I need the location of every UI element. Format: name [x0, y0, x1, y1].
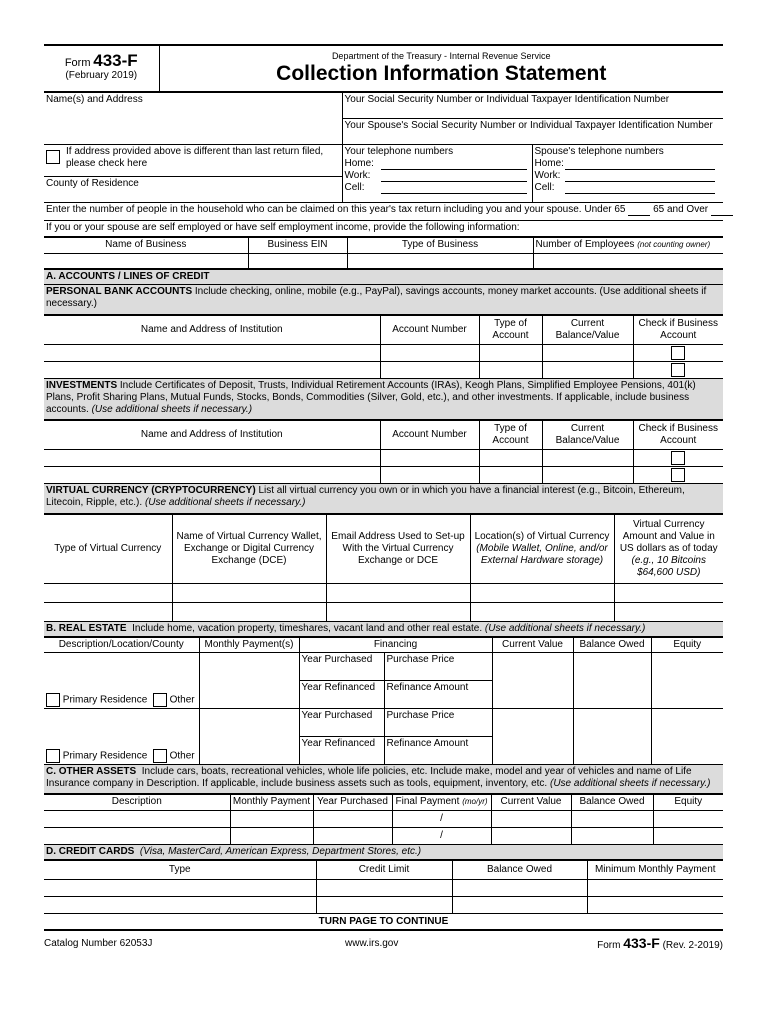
- vc-col-location-note: (Mobile Wallet, Online, and/or External Hardware storage): [476, 542, 608, 566]
- oa-col-owed-label: Balance Owed: [579, 796, 645, 807]
- inv-col-account-label: Account Number: [392, 428, 467, 440]
- inv-type-input[interactable]: [479, 449, 542, 466]
- bank-col-type: [479, 315, 542, 344]
- bank-name-input[interactable]: [44, 361, 380, 378]
- footer-form-id: [597, 935, 723, 951]
- oa-col-owed: [571, 794, 653, 810]
- address-change-row: [44, 145, 342, 177]
- address-change-label: If address provided above is different than last return filed, please check here: [66, 145, 324, 169]
- section-a-title: A. ACCOUNTS / LINES OF CREDIT: [46, 270, 210, 282]
- bank-col-name-label: Name and Address of Institution: [140, 323, 283, 335]
- oa-monthly-input[interactable]: [230, 827, 313, 844]
- inv-name-input[interactable]: [44, 466, 380, 483]
- year-refinanced-label: Year Refinanced: [301, 737, 376, 749]
- re-value-input[interactable]: [492, 652, 573, 708]
- year-purchased-label: Year Purchased: [301, 709, 373, 721]
- bank-account-input[interactable]: [380, 361, 479, 378]
- spouse-ssn-field[interactable]: [342, 118, 723, 144]
- other-property-checkbox[interactable]: [153, 749, 167, 763]
- bank-col-balance: [542, 315, 633, 344]
- real-estate-desc: Include home, vacation property, timeshares, vacant land and other real estate.: [132, 622, 483, 634]
- form-header: [44, 44, 723, 92]
- date-separator: /: [440, 812, 443, 824]
- vc-col-amount-note: (e.g., 10 Bitcoins $64,600 USD): [631, 554, 706, 578]
- bank-balance-input[interactable]: [542, 344, 633, 361]
- inv-type-input[interactable]: [479, 466, 542, 483]
- date-separator: /: [440, 829, 443, 841]
- bank-type-input[interactable]: [479, 344, 542, 361]
- refinance-amount-field[interactable]: [384, 736, 492, 764]
- oa-value-input[interactable]: [491, 810, 571, 827]
- vc-col-type: [44, 514, 172, 583]
- oa-col-year: [313, 794, 392, 810]
- oa-col-desc: [44, 794, 230, 810]
- virtual-currency-table: [44, 514, 723, 622]
- form-label: Form: [64, 56, 91, 69]
- primary-residence-checkbox[interactable]: [46, 693, 60, 707]
- vc-col-type-label: Type of Virtual Currency: [54, 542, 162, 554]
- business-type-header: [347, 237, 533, 253]
- bank-accounts-desc: Include checking, online, mobile (e.g., PayPal), savings accounts, money market accounts. (Use additional sheets if necessary.): [46, 285, 707, 309]
- inv-business-cell: [633, 466, 723, 483]
- catalog-number: Catalog Number 62053J: [44, 937, 153, 949]
- inv-col-account: [380, 420, 479, 449]
- inv-col-name-label: Name and Address of Institution: [140, 428, 283, 440]
- cell-phone-input[interactable]: [381, 193, 527, 194]
- form-date: (February 2019): [65, 69, 138, 81]
- re-equity-input[interactable]: [651, 708, 723, 764]
- inv-account-input[interactable]: [380, 466, 479, 483]
- business-account-checkbox[interactable]: [671, 363, 685, 377]
- primary-residence-label: Primary Residence: [62, 694, 148, 706]
- oa-year-input[interactable]: [313, 827, 392, 844]
- re-desc-input[interactable]: [44, 708, 199, 764]
- form-id-box: [44, 45, 159, 91]
- virtual-currency-desc: List all virtual currency you own or in which you have a financial interest (e.g., Bitcoin, Ethereum, Litecoin, Ripple, etc.).: [46, 484, 685, 508]
- business-account-checkbox[interactable]: [671, 468, 685, 482]
- cell-label: Cell:: [344, 181, 365, 193]
- inv-col-type: [479, 420, 542, 449]
- business-type-input[interactable]: [347, 253, 533, 268]
- vc-col-amount-label: Virtual Currency Amount and Value in US dollars as of today: [619, 518, 718, 554]
- bank-business-cell: [633, 344, 723, 361]
- over65-input[interactable]: [711, 215, 733, 216]
- page-footer: [44, 931, 723, 953]
- investments-title: INVESTMENTS: [46, 379, 118, 391]
- investments-table: [44, 420, 723, 484]
- cc-limit-input[interactable]: [316, 879, 452, 896]
- investments-note: (Use additional sheets if necessary.): [91, 403, 253, 415]
- ssn-label: Your Social Security Number or Individual Taxpayer Identification Number: [344, 93, 670, 105]
- inv-col-type-label: Type of Account: [492, 422, 529, 446]
- oa-col-final-label: Final Payment: [395, 796, 460, 807]
- self-employed-row: [44, 220, 723, 236]
- county-field[interactable]: [44, 177, 342, 191]
- oa-desc-input[interactable]: [44, 827, 230, 844]
- real-estate-table: [44, 637, 723, 765]
- vc-wallet-input[interactable]: [172, 602, 326, 621]
- cc-col-type-label: Type: [168, 863, 191, 875]
- business-name-header: [44, 237, 248, 253]
- re-col-desc-label: Description/Location/County: [58, 638, 184, 650]
- table-row: [44, 449, 723, 466]
- re-col-equity-label: Equity: [673, 638, 702, 650]
- table-row: [44, 466, 723, 483]
- employees-input[interactable]: [533, 253, 723, 268]
- real-estate-title: B. REAL ESTATE: [46, 622, 127, 634]
- website: www.irs.gov: [345, 937, 399, 949]
- oa-col-final-note: (mo/yr): [462, 797, 488, 806]
- cc-col-limit-label: Credit Limit: [358, 863, 410, 875]
- oa-col-equity: [653, 794, 723, 810]
- other-property-label: Other: [169, 750, 195, 762]
- bank-accounts-header: [44, 285, 723, 315]
- department: Department of the Treasury - Internal Revenue Service: [331, 51, 551, 62]
- household-row: [44, 202, 723, 220]
- oa-col-value-label: Current Value: [500, 796, 562, 807]
- oa-desc-input[interactable]: [44, 810, 230, 827]
- names-address-field[interactable]: [44, 92, 342, 144]
- spouse-phones-label: Spouse's telephone numbers: [534, 145, 664, 157]
- table-row: [44, 344, 723, 361]
- other-assets-table: [44, 794, 723, 845]
- inv-account-input[interactable]: [380, 449, 479, 466]
- spouse-home-label: Home:: [534, 157, 564, 169]
- oa-col-monthly: [230, 794, 313, 810]
- table-row: [44, 810, 723, 827]
- turn-page-note: [44, 914, 723, 931]
- inv-name-input[interactable]: [44, 449, 380, 466]
- under65-input[interactable]: [628, 215, 650, 216]
- year-purchased-field[interactable]: [299, 652, 384, 680]
- cc-col-owed: [452, 860, 587, 879]
- oa-col-monthly-label: Monthly Payment: [232, 796, 311, 807]
- business-type-label: Type of Business: [401, 239, 479, 250]
- over65-label: 65 and Over: [653, 203, 709, 215]
- table-row: [44, 583, 723, 602]
- cc-limit-input[interactable]: [316, 896, 452, 913]
- oa-owed-input[interactable]: [571, 810, 653, 827]
- county-label: County of Residence: [46, 177, 139, 189]
- ssn-field[interactable]: [342, 92, 723, 118]
- vc-wallet-input[interactable]: [172, 583, 326, 602]
- re-value-input[interactable]: [492, 708, 573, 764]
- home-label: Home:: [344, 157, 374, 169]
- re-col-financing: [299, 637, 492, 652]
- vc-col-location-label: Location(s) of Virtual Currency: [474, 530, 610, 542]
- table-row: [44, 896, 723, 913]
- cc-min-input[interactable]: [587, 896, 723, 913]
- virtual-currency-title: VIRTUAL CURRENCY (CRYPTOCURRENCY): [46, 484, 256, 496]
- spouse-phones: [532, 144, 723, 202]
- oa-equity-input[interactable]: [653, 810, 723, 827]
- inv-col-check: [633, 420, 723, 449]
- bank-name-input[interactable]: [44, 344, 380, 361]
- inv-balance-input[interactable]: [542, 449, 633, 466]
- employees-note: (not counting owner): [637, 240, 711, 249]
- vc-amount-input[interactable]: [614, 583, 723, 602]
- your-phones: [342, 144, 532, 202]
- year-purchased-field[interactable]: [299, 708, 384, 736]
- self-employed-label: If you or your spouse are self employed or have self employment income, provide the following information:: [46, 221, 520, 233]
- inv-col-check-label: Check if Business Account: [638, 422, 718, 446]
- cc-col-min: [587, 860, 723, 879]
- business-ein-input[interactable]: [248, 253, 347, 268]
- footer-form-label: Form: [597, 939, 621, 951]
- cc-min-input[interactable]: [587, 879, 723, 896]
- vc-col-wallet: [172, 514, 326, 583]
- other-property-label: Other: [169, 694, 195, 706]
- re-col-value-label: Current Value: [502, 638, 563, 650]
- business-ein-label: Business EIN: [267, 239, 328, 250]
- household-label: Enter the number of people in the household who can be claimed on this year's tax return including you and your spouse.: [46, 203, 582, 215]
- virtual-currency-note: (Use additional sheets if necessary.): [144, 496, 306, 508]
- purchase-price-field[interactable]: [384, 708, 492, 736]
- oa-owed-input[interactable]: [571, 827, 653, 844]
- investments-desc: Include Certificates of Deposit, Trusts, Individual Retirement Accounts (IRAs), Keogh Plans, Simplified Employee Pensions, 401(k) Plans, Profit Sharing Plans, Mutual Funds, Stocks, Bonds, Commodities (Silver, Gold, etc.), and other investments. If applicable, include business accounts.: [46, 379, 696, 415]
- vc-location-input[interactable]: [470, 602, 614, 621]
- table-row: [44, 827, 723, 844]
- bank-account-input[interactable]: [380, 344, 479, 361]
- year-refinanced-field[interactable]: [299, 736, 384, 764]
- other-assets-title: C. OTHER ASSETS: [46, 765, 137, 777]
- oa-equity-input[interactable]: [653, 827, 723, 844]
- bank-col-check: [633, 315, 723, 344]
- re-owed-input[interactable]: [573, 652, 651, 708]
- vc-col-location: [470, 514, 614, 583]
- vc-location-input[interactable]: [470, 583, 614, 602]
- oa-col-year-label: Year Purchased: [317, 796, 388, 807]
- cc-col-min-label: Minimum Monthly Payment: [594, 863, 716, 875]
- purchase-price-field[interactable]: [384, 652, 492, 680]
- turn-page-label: TURN PAGE TO CONTINUE: [318, 915, 449, 927]
- bank-col-balance-label: Current Balance/Value: [555, 317, 620, 341]
- form-number: 433-F: [93, 50, 138, 70]
- purchase-price-label: Purchase Price: [386, 653, 455, 665]
- re-col-value: [492, 637, 573, 652]
- bank-type-input[interactable]: [479, 361, 542, 378]
- under65-label: Under 65: [584, 203, 626, 215]
- oa-col-equity-label: Equity: [674, 796, 703, 807]
- title-box: [159, 45, 723, 91]
- employees-label: Number of Employees: [535, 239, 635, 250]
- cc-type-input[interactable]: [44, 879, 316, 896]
- cc-owed-input[interactable]: [452, 879, 587, 896]
- table-row: [44, 708, 723, 736]
- vc-col-email-label: Email Address Used to Set-up With the Virtual Currency Exchange or DCE: [331, 530, 465, 566]
- vc-col-email: [326, 514, 470, 583]
- re-col-desc: [44, 637, 199, 652]
- re-equity-input[interactable]: [651, 652, 723, 708]
- bank-business-cell: [633, 361, 723, 378]
- other-assets-note: (Use additional sheets if necessary.): [549, 777, 711, 789]
- re-col-owed-label: Balance Owed: [579, 638, 645, 650]
- re-col-financing-label: Financing: [373, 638, 418, 650]
- work-label: Work:: [344, 169, 371, 181]
- bank-accounts-title: PERSONAL BANK ACCOUNTS: [46, 285, 193, 297]
- business-account-checkbox[interactable]: [671, 451, 685, 465]
- bank-col-type-label: Type of Account: [492, 317, 529, 341]
- page-title: Collection Information Statement: [276, 62, 607, 86]
- section-a-header: [44, 269, 723, 285]
- virtual-currency-header: [44, 484, 723, 514]
- credit-cards-table: [44, 860, 723, 914]
- spouse-cell-label: Cell:: [534, 181, 555, 193]
- bank-col-account-label: Account Number: [392, 323, 467, 335]
- vc-type-input[interactable]: [44, 602, 172, 621]
- vc-type-input[interactable]: [44, 583, 172, 602]
- real-estate-header: [44, 622, 723, 637]
- employees-header: [533, 237, 723, 253]
- cc-owed-input[interactable]: [452, 896, 587, 913]
- bank-col-name: [44, 315, 380, 344]
- cc-col-type: [44, 860, 316, 879]
- spouse-ssn-label: Your Spouse's Social Security Number or Individual Taxpayer Identification Number: [344, 119, 713, 131]
- credit-cards-title: D. CREDIT CARDS: [46, 845, 135, 857]
- names-address-label: Name(s) and Address: [46, 93, 143, 105]
- business-name-label: Name of Business: [105, 239, 187, 250]
- oa-value-input[interactable]: [491, 827, 571, 844]
- table-row: [44, 879, 723, 896]
- table-row: [44, 652, 723, 680]
- business-account-checkbox[interactable]: [671, 346, 685, 360]
- oa-col-desc-label: Description: [111, 796, 162, 807]
- inv-balance-input[interactable]: [542, 466, 633, 483]
- year-purchased-label: Year Purchased: [301, 653, 373, 665]
- cc-col-owed-label: Balance Owed: [486, 863, 553, 875]
- primary-residence-label: Primary Residence: [62, 750, 148, 762]
- re-col-monthly: [199, 637, 299, 652]
- oa-col-value: [491, 794, 571, 810]
- form-page: [44, 44, 723, 953]
- re-desc-input[interactable]: [44, 652, 199, 708]
- vc-email-input[interactable]: [326, 602, 470, 621]
- vc-col-wallet-label: Name of Virtual Currency Wallet, Exchange or Digital Currency Exchange (DCE): [176, 530, 322, 566]
- year-refinanced-field[interactable]: [299, 680, 384, 708]
- primary-residence-checkbox[interactable]: [46, 749, 60, 763]
- spouse-work-label: Work:: [534, 169, 561, 181]
- other-property-checkbox[interactable]: [153, 693, 167, 707]
- personal-info: [44, 92, 723, 237]
- investments-header: [44, 379, 723, 420]
- year-refinanced-label: Year Refinanced: [301, 681, 376, 693]
- inv-col-balance-label: Current Balance/Value: [555, 422, 620, 446]
- refinance-amount-field[interactable]: [384, 680, 492, 708]
- bank-col-check-label: Check if Business Account: [638, 317, 718, 341]
- business-table: [44, 237, 723, 269]
- address-change-checkbox[interactable]: [46, 150, 60, 164]
- re-monthly-input[interactable]: [199, 708, 299, 764]
- table-row: [44, 361, 723, 378]
- oa-col-final: [392, 794, 491, 810]
- oa-year-input[interactable]: [313, 810, 392, 827]
- refinance-amount-label: Refinance Amount: [386, 681, 469, 693]
- business-ein-header: [248, 237, 347, 253]
- oa-final-input[interactable]: [392, 827, 491, 844]
- vc-col-amount: [614, 514, 723, 583]
- spouse-cell-input[interactable]: [565, 193, 715, 194]
- re-monthly-input[interactable]: [199, 652, 299, 708]
- credit-cards-desc: (Visa, MasterCard, American Express, Department Stores, etc.): [139, 845, 422, 857]
- other-assets-header: [44, 765, 723, 794]
- re-col-owed: [573, 637, 651, 652]
- footer-rev: (Rev. 2-2019): [662, 939, 723, 951]
- other-assets-desc: Include cars, boats, recreational vehicles, whole life policies, etc. Include make, model and year of vehicles and name of Life Insurance company in Description. If applicable, include business assets such as tools, equipment, inventory, etc.: [46, 765, 692, 789]
- credit-cards-header: [44, 845, 723, 860]
- your-phones-label: Your telephone numbers: [344, 145, 454, 157]
- oa-final-input[interactable]: [392, 810, 491, 827]
- refinance-amount-label: Refinance Amount: [386, 737, 469, 749]
- cc-col-limit: [316, 860, 452, 879]
- inv-business-cell: [633, 449, 723, 466]
- footer-form-number: 433-F: [623, 934, 660, 951]
- business-name-input[interactable]: [44, 253, 248, 268]
- table-row: [44, 602, 723, 621]
- bank-col-account: [380, 315, 479, 344]
- bank-balance-input[interactable]: [542, 361, 633, 378]
- oa-monthly-input[interactable]: [230, 810, 313, 827]
- inv-col-name: [44, 420, 380, 449]
- bank-accounts-table: [44, 315, 723, 379]
- cc-type-input[interactable]: [44, 896, 316, 913]
- vc-email-input[interactable]: [326, 583, 470, 602]
- inv-col-balance: [542, 420, 633, 449]
- vc-amount-input[interactable]: [614, 602, 723, 621]
- re-col-monthly-label: Monthly Payment(s): [204, 638, 294, 650]
- purchase-price-label: Purchase Price: [386, 709, 455, 721]
- re-col-equity: [651, 637, 723, 652]
- real-estate-note: (Use additional sheets if necessary.): [484, 622, 646, 634]
- re-owed-input[interactable]: [573, 708, 651, 764]
